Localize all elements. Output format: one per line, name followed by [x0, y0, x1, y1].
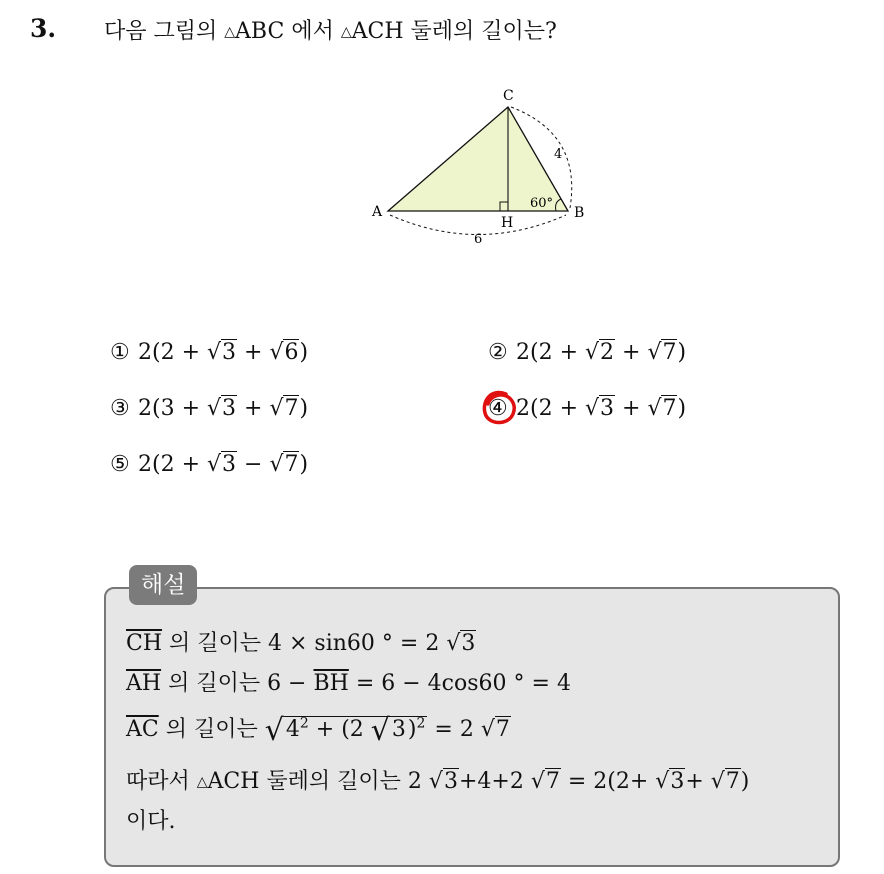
- question-text: 다음 그림의 △ABC 에서 △ACH 둘레의 길이는?: [104, 19, 557, 44]
- label-side-6: 6: [474, 232, 483, 247]
- solution-tag: 해설: [129, 565, 197, 605]
- label-a: A: [372, 204, 383, 220]
- selected-answer-circle-icon: [480, 388, 518, 428]
- choice-2[interactable]: ② 2(2 + √2 + √7): [488, 340, 687, 365]
- choice-1[interactable]: ① 2(2 + √3 + √6): [110, 340, 309, 365]
- label-side-4: 4: [554, 147, 563, 162]
- label-angle-60: 60°: [530, 196, 554, 211]
- question-number: 3.: [30, 14, 57, 43]
- triangle-figure: [360, 82, 600, 252]
- solution-line-5: 이다.: [126, 809, 176, 834]
- choice-3[interactable]: ③ 2(3 + √3 + √7): [110, 396, 309, 421]
- triangle-symbol: △: [340, 24, 352, 40]
- label-h: H: [501, 215, 514, 231]
- choice-4[interactable]: ④ 2(2 + √3 + √7): [488, 396, 687, 421]
- label-b: B: [574, 205, 585, 221]
- solution-line-4: 따라서 △ACH 둘레의 길이는 2 √3+4+2 √7 = 2(2+ √3+ √7): [126, 769, 750, 794]
- triangle-symbol: △: [224, 24, 236, 40]
- choice-5[interactable]: ⑤ 2(2 + √3 − √7): [110, 452, 309, 477]
- solution-line-2: $\overline{AH}$ 의 길이는 $6 - \overline{BH} = 6 - 4\cos 60$ ° = 4: [126, 671, 571, 696]
- solution-line-1: $\overline{CH}$ 의 길이는 4 × sin60 ° = 2 √3: [126, 631, 476, 656]
- solution-line-3: $\overline{AC}$ 의 길이는 $√4^2 + (2$ √3)$^2$ = 2 √7: [126, 713, 510, 748]
- label-c: C: [503, 88, 514, 104]
